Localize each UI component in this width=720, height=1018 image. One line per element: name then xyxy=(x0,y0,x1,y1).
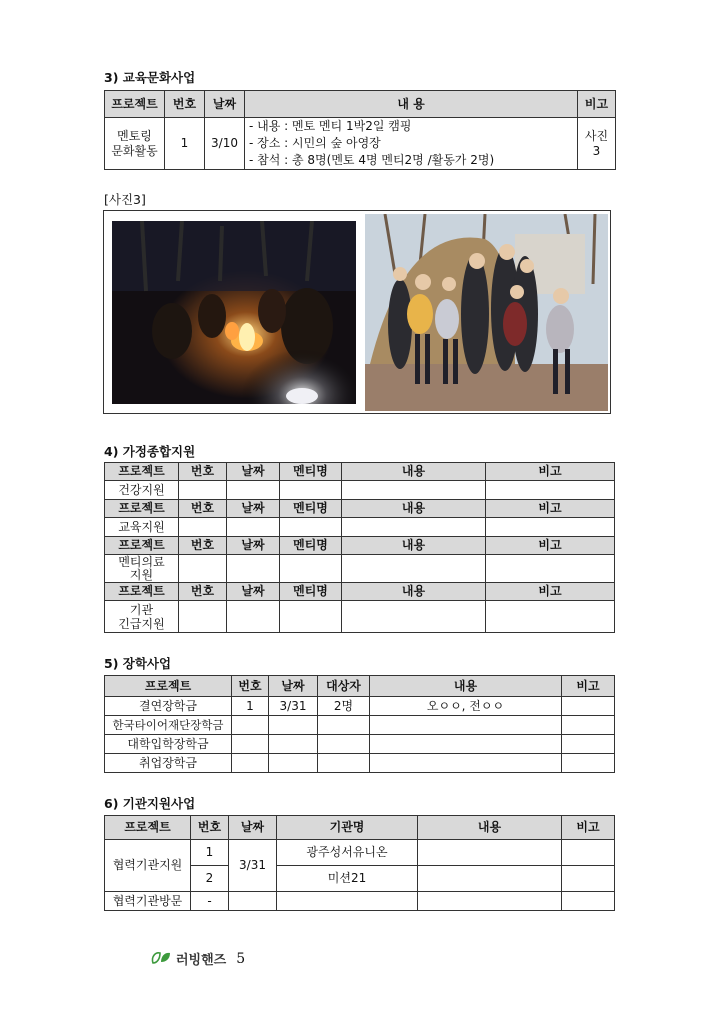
leaf-logo-icon xyxy=(150,948,172,969)
section-6-title: 6) 기관지원사업 xyxy=(104,796,196,811)
organization-cell: 광주성서유니온 xyxy=(277,840,418,866)
header-date: 날짜 xyxy=(227,463,280,481)
header-mentee: 멘티명 xyxy=(280,537,342,555)
header-target: 대상자 xyxy=(318,676,370,697)
header-number: 번호 xyxy=(179,537,227,555)
project-cell: 건강지원 xyxy=(105,481,179,500)
project-cell: 결연장학금 xyxy=(105,697,232,716)
section-3-title: 3) 교육문화사업 xyxy=(104,70,196,85)
page-footer xyxy=(150,948,245,969)
header-note: 비고 xyxy=(562,816,615,840)
header-mentee: 멘티명 xyxy=(280,583,342,601)
header-date: 날짜 xyxy=(205,91,245,118)
header-project: 프로젝트 xyxy=(105,676,232,697)
header-mentee: 멘티명 xyxy=(280,500,342,518)
number-cell: 1 xyxy=(191,840,229,866)
date-cell: 3/31 xyxy=(269,697,318,716)
photo-frame xyxy=(103,210,611,414)
table-row xyxy=(105,716,615,735)
header-content: 내용 xyxy=(370,676,562,697)
number-cell: - xyxy=(191,892,229,911)
table-row xyxy=(105,697,615,716)
header-number: 번호 xyxy=(232,676,269,697)
table-row xyxy=(105,735,615,754)
table-row xyxy=(105,892,615,911)
group-photo xyxy=(365,214,608,411)
header-number: 번호 xyxy=(179,463,227,481)
note-cell: 사진 3 xyxy=(578,118,616,170)
header-project: 프로젝트 xyxy=(105,500,179,518)
header-organization: 기관명 xyxy=(277,816,418,840)
number-cell: 2 xyxy=(191,866,229,892)
header-date: 날짜 xyxy=(227,537,280,555)
institution-support-table xyxy=(104,815,615,911)
header-note: 비고 xyxy=(486,583,615,601)
header-note: 비고 xyxy=(486,463,615,481)
header-date: 날짜 xyxy=(227,583,280,601)
organization-cell: 미션21 xyxy=(277,866,418,892)
table-row xyxy=(105,840,615,866)
content-line: - 장소 : 시민의 숲 아영장 xyxy=(249,136,381,150)
content-line: - 참석 : 총 8명(멘토 4명 멘티2명 /활동가 2명) xyxy=(249,153,495,167)
page-number: 5 xyxy=(236,950,246,967)
header-note: 비고 xyxy=(578,91,616,118)
project-cell: 대학입학장학금 xyxy=(105,735,232,754)
date-cell: 3/10 xyxy=(205,118,245,170)
campfire-photo xyxy=(112,221,356,404)
header-note: 비고 xyxy=(486,537,615,555)
header-note: 비고 xyxy=(486,500,615,518)
header-project: 프로젝트 xyxy=(105,583,179,601)
project-cell: 한국타이어재단장학금 xyxy=(105,716,232,735)
photo-caption: [사진3] xyxy=(104,192,146,207)
header-content: 내용 xyxy=(342,500,486,518)
header-number: 번호 xyxy=(191,816,229,840)
project-cell: 기관 긴급지원 xyxy=(105,601,179,633)
header-number: 번호 xyxy=(165,91,205,118)
scholarship-table xyxy=(104,675,615,773)
project-cell: 협력기관지원 xyxy=(105,840,191,892)
project-cell: 교육지원 xyxy=(105,518,179,537)
header-project: 프로젝트 xyxy=(105,537,179,555)
header-content: 내 용 xyxy=(245,91,578,118)
header-content: 내용 xyxy=(342,537,486,555)
note-cell xyxy=(562,697,615,716)
table-row xyxy=(105,754,615,773)
header-content: 내용 xyxy=(342,463,486,481)
header-number: 번호 xyxy=(179,500,227,518)
header-number: 번호 xyxy=(179,583,227,601)
project-cell: 멘토링 문화활동 xyxy=(105,118,165,170)
date-cell: 3/31 xyxy=(229,840,277,892)
project-cell: 멘티의료 지원 xyxy=(105,555,179,583)
content-cell: 오ㅇㅇ, 전ㅇㅇ xyxy=(370,697,562,716)
content-cell xyxy=(245,118,578,170)
content-line: - 내용 : 멘토 멘티 1박2일 캠핑 xyxy=(249,119,412,133)
header-mentee: 멘티명 xyxy=(280,463,342,481)
header-date: 날짜 xyxy=(227,500,280,518)
header-note: 비고 xyxy=(562,676,615,697)
header-date: 날짜 xyxy=(229,816,277,840)
header-content: 내용 xyxy=(418,816,562,840)
education-culture-table xyxy=(104,90,616,170)
number-cell: 1 xyxy=(232,697,269,716)
section-5-title: 5) 장학사업 xyxy=(104,656,172,671)
family-support-table xyxy=(104,462,615,633)
section-4-title: 4) 가정종합지원 xyxy=(104,444,196,459)
project-cell: 취업장학금 xyxy=(105,754,232,773)
project-cell: 협력기관방문 xyxy=(105,892,191,911)
header-project: 프로젝트 xyxy=(105,91,165,118)
header-content: 내용 xyxy=(342,583,486,601)
brand-name: 러빙핸즈 xyxy=(176,953,227,968)
number-cell: 1 xyxy=(165,118,205,170)
header-project: 프로젝트 xyxy=(105,463,179,481)
target-cell: 2명 xyxy=(318,697,370,716)
header-project: 프로젝트 xyxy=(105,816,191,840)
header-date: 날짜 xyxy=(269,676,318,697)
